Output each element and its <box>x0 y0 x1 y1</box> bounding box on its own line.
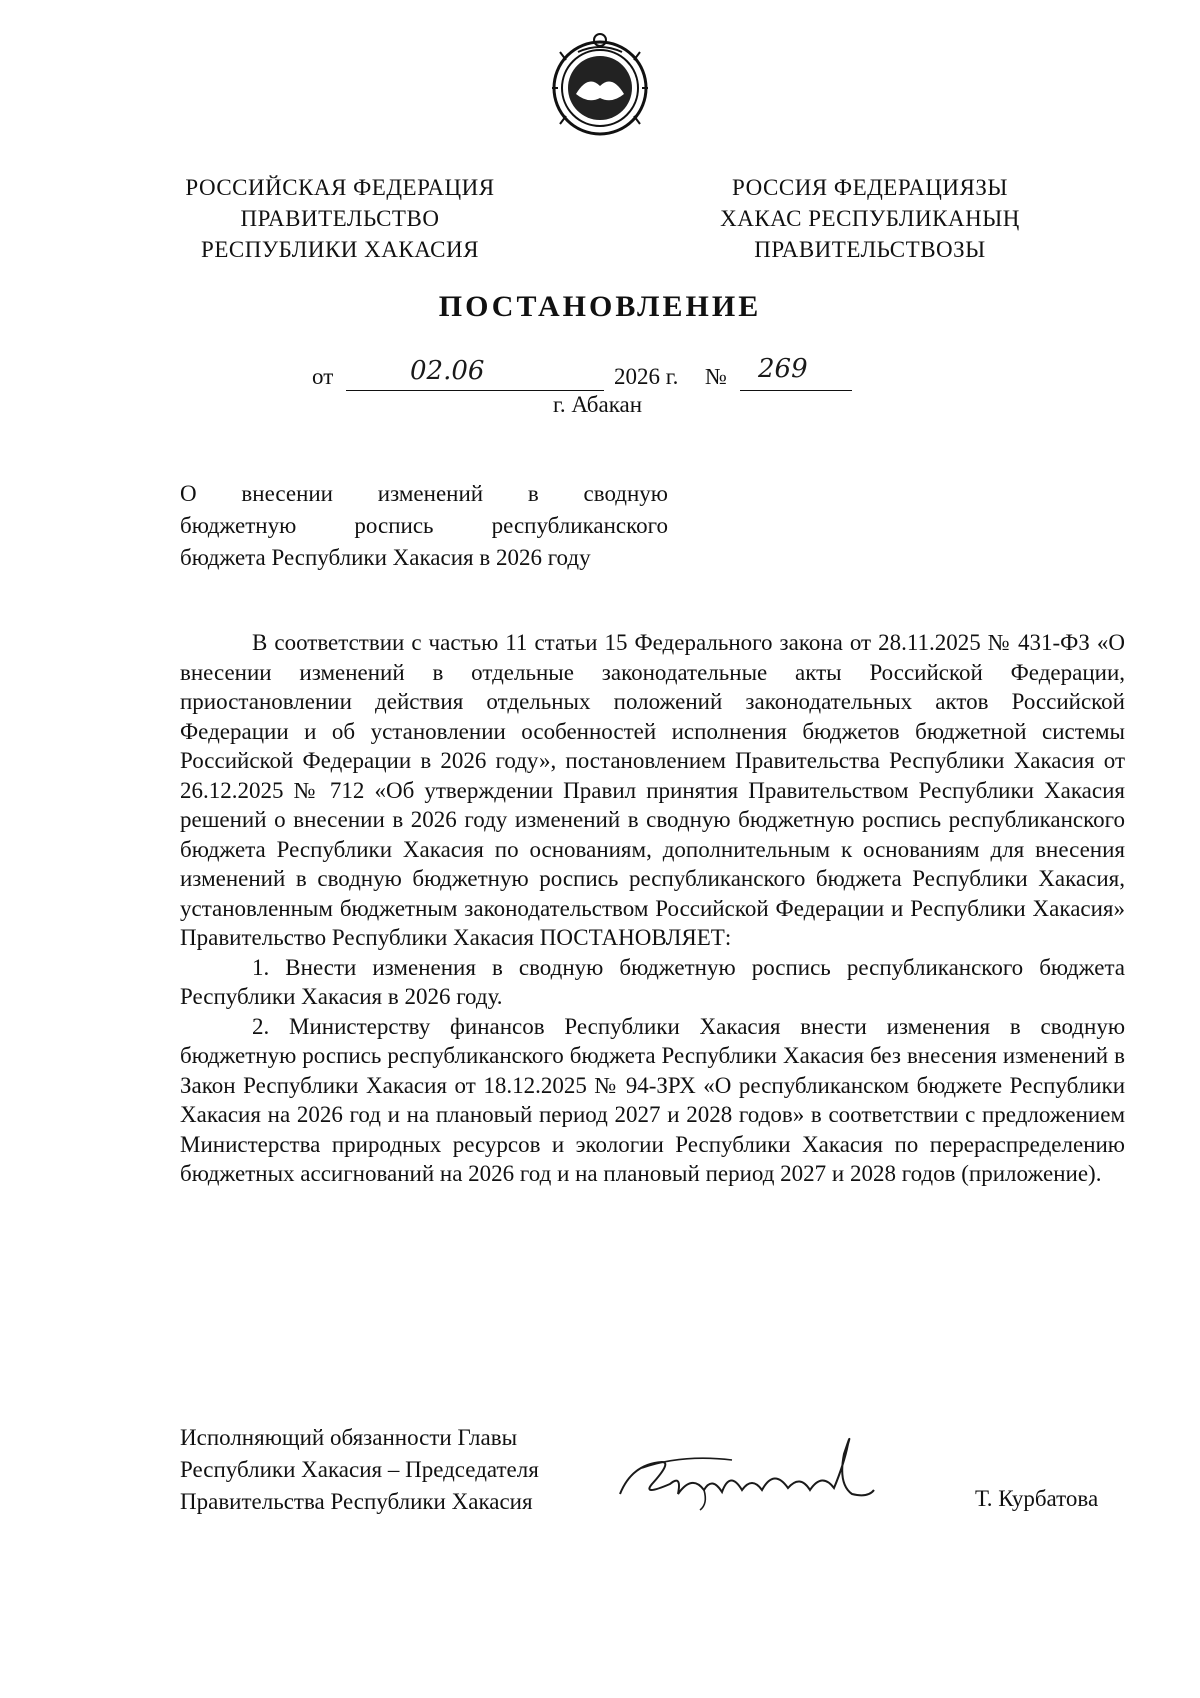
date-underline <box>346 390 604 391</box>
subject-line-2: бюджетную роспись республиканского <box>180 513 668 538</box>
city: г. Абакан <box>553 392 643 417</box>
handwritten-date: 02.06 <box>410 356 485 386</box>
signatory-position <box>180 1422 539 1518</box>
signatory-line-1: Исполняющий обязанности Главы <box>180 1425 518 1450</box>
header-right-line-1: РОССИЯ ФЕДЕРАЦИЯЗЫ <box>732 175 1008 200</box>
body-preamble: В соответствии с частью 11 статьи 15 Федерального закона от 28.11.2025 № 431-ФЗ «О внесении изменений в отдельные законодательные акты Российской Федерации, приостановлении действия отдельных положений законодательных актов Российской Федерации и об установлении особенностей исполнения бюджетов бюджетной системы Российской Федерации в 2026 году», постановлением Правительства Республики Хакасия от 26.12.2025 № 712 «Об утверждении Правил принятия Правительством Республики Хакасия решений о внесении в 2026 году изменений в сводную бюджетную роспись республиканского бюджета Республики Хакасия по основаниям, дополнительным к основаниям для внесения изменений в сводную бюджетную роспись республиканского бюджета Республики Хакасия, установленным бюджетным законодательством Российской Федерации и Республики Хакасия» Правительство Республики Хакасия ПОСТАНОВЛЯЕТ: <box>180 630 1125 950</box>
handwritten-signature <box>612 1424 912 1514</box>
header-left-line-2: ПРАВИТЕЛЬСТВО <box>240 206 440 231</box>
signatory-line-3: Правительства Республики Хакасия <box>180 1489 533 1514</box>
document-body <box>180 628 1125 1189</box>
header-right-line-3: ПРАВИТЕЛЬСТВОЗЫ <box>754 237 986 262</box>
subject-block <box>180 478 668 574</box>
document-title: ПОСТАНОВЛЕНИЕ <box>438 290 762 323</box>
header-left-line-1: РОССИЙСКАЯ ФЕДЕРАЦИЯ <box>185 175 495 200</box>
date-number-line <box>312 354 932 394</box>
handwritten-number: 269 <box>758 354 808 384</box>
coat-of-arms-emblem <box>548 30 652 140</box>
signatory-line-2: Республики Хакасия – Председателя <box>180 1457 539 1482</box>
number-sign: № <box>705 364 727 389</box>
header-russian <box>160 172 520 265</box>
signatory-name: Т. Курбатова <box>975 1486 1099 1511</box>
number-underline <box>740 390 852 391</box>
date-prefix: от <box>312 364 334 389</box>
subject-line-1: О внесении изменений в сводную <box>180 481 668 506</box>
header-right-line-2: ХАКАС РЕСПУБЛИКАНЫҢ <box>720 206 1020 231</box>
header-left-line-3: РЕСПУБЛИКИ ХАКАСИЯ <box>201 237 479 262</box>
body-clause-2: 2. Министерству финансов Республики Хакасия внести изменения в сводную бюджетную роспись республиканского бюджета Республики Хакасия без внесения изменений в Закон Республики Хакасия от 18.12.2025 № 94-ЗРХ «О республиканском бюджете Республики Хакасия на 2026 год и на плановый период 2027 и 2028 годов» в соответствии с предложением Министерства природных ресурсов и экологии Республики Хакасия по перераспределению бюджетных ассигнований на 2026 год и на плановый период 2027 и 2028 годов (приложение). <box>180 1013 1125 1186</box>
header-khakas <box>690 172 1050 265</box>
subject-line-3: бюджета Республики Хакасия в 2026 году <box>180 545 591 570</box>
body-clause-1: 1. Внести изменения в сводную бюджетную роспись республиканского бюджета Республики Хакасия в 2026 году. <box>180 954 1125 1009</box>
year-label: 2026 г. <box>614 364 679 389</box>
